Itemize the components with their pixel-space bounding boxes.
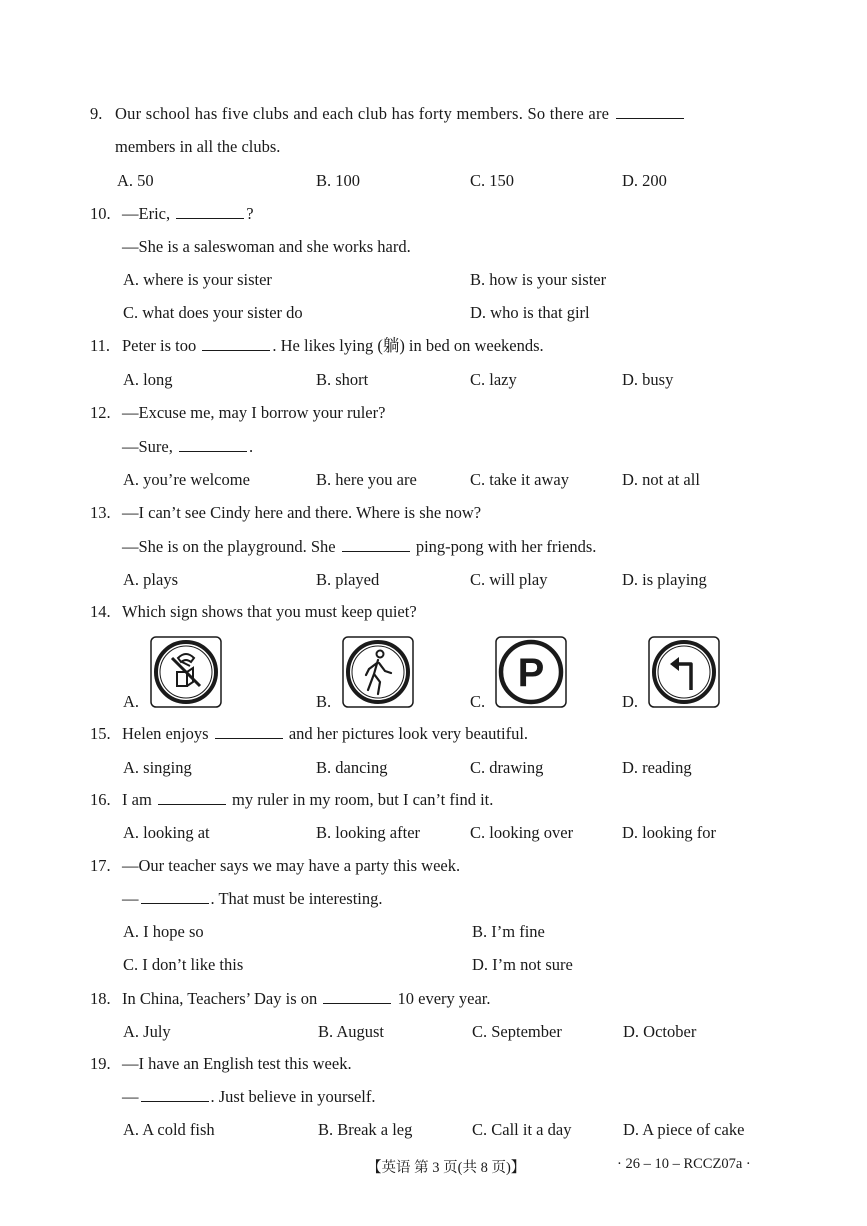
q10-option-d[interactable]: D. who is that girl [470, 303, 590, 322]
q13-option-c[interactable]: C. will play [470, 570, 548, 589]
answer-blank [323, 989, 391, 1004]
parking-letter: P [517, 651, 545, 695]
q18-stem: In China, Teachers’ Day is on 10 every year. [122, 989, 491, 1008]
q14-option-c[interactable]: C. [470, 692, 486, 711]
q11-stem: Peter is too . He likes lying (躺) in bed on weekends. [122, 336, 544, 355]
q16-option-a[interactable]: A. looking at [123, 823, 210, 842]
q12-number: 12. [90, 403, 111, 422]
q17-option-c[interactable]: C. I don’t like this [123, 955, 244, 974]
q18-number: 18. [90, 989, 111, 1008]
q19-number: 19. [90, 1054, 111, 1073]
q11-option-d[interactable]: D. busy [622, 370, 674, 389]
q13-stem-line2: —She is on the playground. She ping-pong with her friends. [122, 537, 597, 556]
q15-option-a[interactable]: A. singing [123, 758, 192, 777]
answer-blank [616, 104, 684, 119]
q12-stem-line1: —Excuse me, may I borrow your ruler? [122, 403, 386, 422]
answer-blank [342, 537, 410, 552]
q17-number: 17. [90, 856, 111, 875]
q14-number: 14. [90, 602, 111, 621]
q16-number: 16. [90, 790, 111, 809]
q13-option-a[interactable]: A. plays [123, 570, 178, 589]
q10-option-a[interactable]: A. where is your sister [123, 270, 272, 289]
q15-number: 15. [90, 724, 111, 743]
q15-stem: Helen enjoys and her pictures look very beautiful. [122, 724, 529, 743]
answer-blank [179, 437, 247, 452]
q10-number: 10. [90, 204, 111, 223]
answer-blank [202, 336, 270, 351]
q17-option-a[interactable]: A. I hope so [123, 922, 204, 941]
q16-option-c[interactable]: C. looking over [470, 823, 574, 842]
q10-option-c[interactable]: C. what does your sister do [123, 303, 303, 322]
q10-stem-line2: —She is a saleswoman and she works hard. [122, 237, 411, 256]
q16-option-b[interactable]: B. looking after [316, 823, 421, 842]
q19-stem-line1: —I have an English test this week. [122, 1054, 352, 1073]
page-footer-code: · 26 – 10 – RCCZ07a · [617, 1156, 751, 1172]
q12-stem-line2: —Sure, . [122, 437, 254, 456]
no-phone-sign-icon [150, 636, 222, 708]
q16-option-d[interactable]: D. looking for [622, 823, 716, 842]
pedestrian-sign-icon [342, 636, 414, 708]
answer-blank [141, 889, 209, 904]
q11-option-c[interactable]: C. lazy [470, 370, 517, 389]
q9-option-d[interactable]: D. 200 [622, 171, 667, 190]
q13-option-d[interactable]: D. is playing [622, 570, 707, 589]
q12-option-c[interactable]: C. take it away [470, 470, 569, 489]
q19-stem-line2: — . Just believe in yourself. [122, 1087, 376, 1106]
q19-option-a[interactable]: A. A cold fish [123, 1120, 215, 1139]
q19-option-b[interactable]: B. Break a leg [318, 1120, 413, 1139]
q9-option-c[interactable]: C. 150 [470, 171, 515, 190]
q12-option-b[interactable]: B. here you are [316, 470, 417, 489]
turn-left-sign-icon [648, 636, 720, 708]
q19-option-c[interactable]: C. Call it a day [472, 1120, 572, 1139]
parking-sign-icon [495, 636, 567, 708]
page-footer-label: 【英语 第 3 页(共 8 页)】 [367, 1160, 526, 1176]
q17-option-b[interactable]: B. I’m fine [472, 922, 545, 941]
answer-blank [158, 790, 226, 805]
q9-number: 9. [90, 104, 103, 123]
q11-option-b[interactable]: B. short [316, 370, 369, 389]
q18-option-a[interactable]: A. July [123, 1022, 171, 1041]
q19-option-d[interactable]: D. A piece of cake [623, 1120, 745, 1139]
q11-option-a[interactable]: A. long [123, 370, 173, 389]
q10-option-b[interactable]: B. how is your sister [470, 270, 607, 289]
q9-stem-line2: members in all the clubs. [115, 137, 281, 156]
q14-option-b[interactable]: B. [316, 692, 332, 711]
q13-number: 13. [90, 503, 111, 522]
q17-option-d[interactable]: D. I’m not sure [472, 955, 573, 974]
q9-option-a[interactable]: A. 50 [117, 171, 154, 190]
answer-blank [215, 724, 283, 739]
q14-stem: Which sign shows that you must keep quiet? [122, 602, 417, 621]
q11-number: 11. [90, 336, 111, 355]
q10-stem-line1: —Eric, ? [122, 204, 254, 223]
q17-stem-line2: — . That must be interesting. [122, 889, 383, 908]
q14-option-a[interactable]: A. [123, 692, 140, 711]
q17-stem-line1: —Our teacher says we may have a party this week. [122, 856, 461, 875]
q13-option-b[interactable]: B. played [316, 570, 380, 589]
q13-stem-line1: —I can’t see Cindy here and there. Where is she now? [122, 503, 482, 522]
answer-blank [176, 204, 244, 219]
q16-stem: I am my ruler in my room, but I can’t find it. [122, 790, 494, 809]
q9-option-b[interactable]: B. 100 [316, 171, 361, 190]
q18-option-c[interactable]: C. September [472, 1022, 562, 1041]
q18-option-b[interactable]: B. August [318, 1022, 385, 1041]
answer-blank [141, 1087, 209, 1102]
q12-option-d[interactable]: D. not at all [622, 470, 700, 489]
q12-option-a[interactable]: A. you’re welcome [123, 470, 250, 489]
q15-option-c[interactable]: C. drawing [470, 758, 544, 777]
q15-option-d[interactable]: D. reading [622, 758, 692, 777]
q9-stem-line1: Our school has five clubs and each club has forty members. So there are [115, 104, 686, 124]
q18-option-d[interactable]: D. October [623, 1022, 697, 1041]
q14-option-d[interactable]: D. [622, 692, 639, 711]
q15-option-b[interactable]: B. dancing [316, 758, 388, 777]
